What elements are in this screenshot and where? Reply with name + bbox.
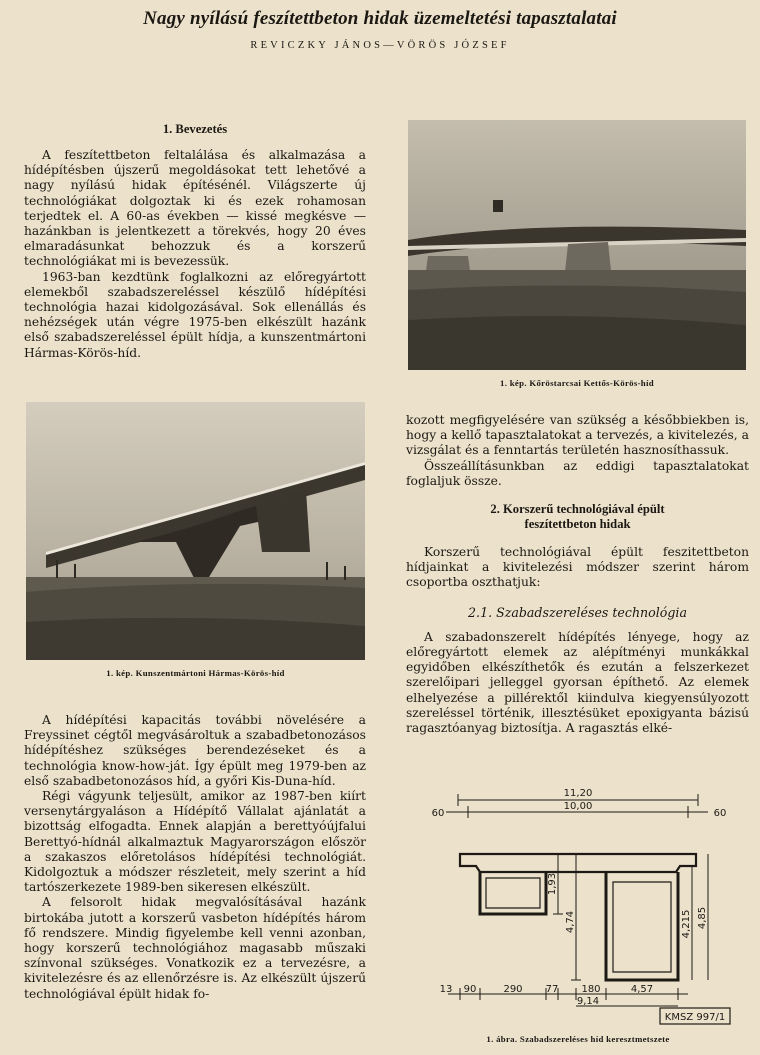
paragraph-free-assembly: A szabadonszerelt hídépítés lényege, hogy az előregyártott elemek az alépítményi munkákkal egyidőben elkészíthetők és ezután a felszerkezet szerelőipari jelleggel gyorsan építhető. Az elemek elhelyezése a pillérektől kiindulva kiegyensúlyozott szereléssel történik, illesztésüket epoxigyanta bázisú ragasztóanyag biztosítja. A ragasztás elké- (406, 629, 749, 736)
paragraph-groups: Korszerű technológiával épült feszitettbeton hídjainkat a kivitelezési módszer szerint három csoportba oszthatjuk: (406, 545, 749, 590)
dim-b6: 4,57 (630, 984, 654, 995)
paragraph-systems: A felsorolt hidak megvalósításával hazánk birtokába jutott a korszerű vasbeton hídépítés három fő rendszere. Mindig figyelembe kell venni azonban, hogy korszerű technológiához magasabb műszaki színvonal szükséges. Vonatkozik ez a tervezésre, a kivitelezésre és az ellenőrzésre is. Az elkészült újszerű technológiával épült hidak fo- (24, 895, 366, 1001)
article-authors: REVICZKY JÁNOS—VÖRÖS JÓZSEF (250, 40, 510, 51)
article-title: Nagy nyílású feszítettbeton hidak üzemeltetési tapasztalatai (143, 8, 617, 29)
dim-edge-left: 60 (431, 808, 445, 819)
figure1-caption: 1. ábra. Szabadszereléses híd keresztmetszete (486, 1034, 670, 1044)
dim-b1: 13 (439, 984, 453, 995)
dim-b3: 290 (503, 984, 523, 995)
dim-b7: 9,14 (576, 996, 600, 1007)
section2-heading-line1: 2. Korszerű technológiával épült (490, 502, 665, 517)
section1-heading: 1. Bevezetés (162, 122, 228, 136)
photo2-caption: 1. kép. Kunszentmártoni Hármas-Körös-híd (106, 668, 285, 678)
dim-h2: 4,74 (565, 910, 576, 934)
dim-b4: 77 (545, 984, 559, 995)
paragraph-berettyo: Régi vágyunk teljesült, amikor az 1987-ben kiírt versenytárgyaláson a Hídépítő Vállalat ajánlatát a bizottság elfogadta. Ennek alapján a berettyóújfalui Berettyó-hídnál alkalmaztuk Magyarországon először a szakaszos előretolásos hídépítési technológiát. Kidolgoztuk a módszer részleteit, mely szerint a híd tartószerkezete 1989-ben sikeresen elkészült. (24, 789, 366, 895)
dim-h1: 1,93 (547, 872, 558, 896)
cross-section-figure (408, 782, 748, 1028)
photo-kunszentmarton-bridge (26, 402, 365, 660)
intro-paragraph-2: 1963-ban kezdtünk foglalkozni az előregyártott elemekből szabadszereléssel készülő hídépítési technológia hazai kidolgozásával. Sok ellenállás és nehézségek után végre 1975-ben elkészült hazánk első szabadszereléssel épült hídja, a kunszentmártoni Hármas-Körös-híd. (24, 269, 366, 360)
dim-b5: 180 (581, 984, 601, 995)
right-column (406, 413, 749, 736)
figure-stamp: KMSZ 997/1 (664, 1012, 726, 1023)
intro-column (24, 122, 366, 361)
dim-edge-right: 60 (713, 808, 727, 819)
dim-deck-width: 10,00 (563, 801, 593, 812)
paragraph-freyssinet: A hídépítési kapacitás további növelésére a Freyssinet cégtől megvásároltuk a szabadbetonozásos hídépítéshez szükséges berendezéseket és a technológia know-how-ját. Így épült meg 1979-ben az első szabadbetonozásos híd, a győri Kis-Duna-híd. (24, 713, 366, 788)
section2-heading (406, 502, 749, 532)
dim-h4: 4,85 (697, 906, 708, 930)
paragraph-continuation: kozott megfigyelésére van szükség a későbbiekben is, hogy a kellő tapasztalatokat a tervezés, a kivitelezés, a vizsgálat és a fenntartás területén hasznosíthassuk. (406, 413, 749, 458)
photo-korostarcsa-bridge (408, 120, 746, 370)
dim-b2: 90 (463, 984, 477, 995)
subsection-heading: 2.1. Szabadszereléses technológia (468, 604, 687, 620)
photo1-caption: 1. kép. Kőröstarcsai Kettős-Körös-híd (500, 378, 654, 388)
dim-total-width: 11,20 (563, 788, 593, 799)
intro-paragraph-1: A feszítettbeton feltalálása és alkalmazása a hídépítésben újszerű megoldásokat tett lehetővé a nagy nyílású hidak építésénél. Világszerte új technológiákat dolgoztak ki és ezek rohamosan terjedtek el. A 60-as években — kissé megkésve — hazánkban is jelentkezett a törekvés, hogy 20 éves elmaradásunkat behozzuk és a korszerű technológiákat mi is bevezessük. (24, 148, 366, 269)
section2-heading-line2: feszítettbeton hidak (524, 517, 631, 532)
dim-h3: 4,215 (681, 909, 692, 939)
left-lower-column (24, 713, 366, 1002)
paragraph-summary: Összeállításunkban az eddigi tapasztalatokat foglaljuk össze. (406, 458, 749, 488)
